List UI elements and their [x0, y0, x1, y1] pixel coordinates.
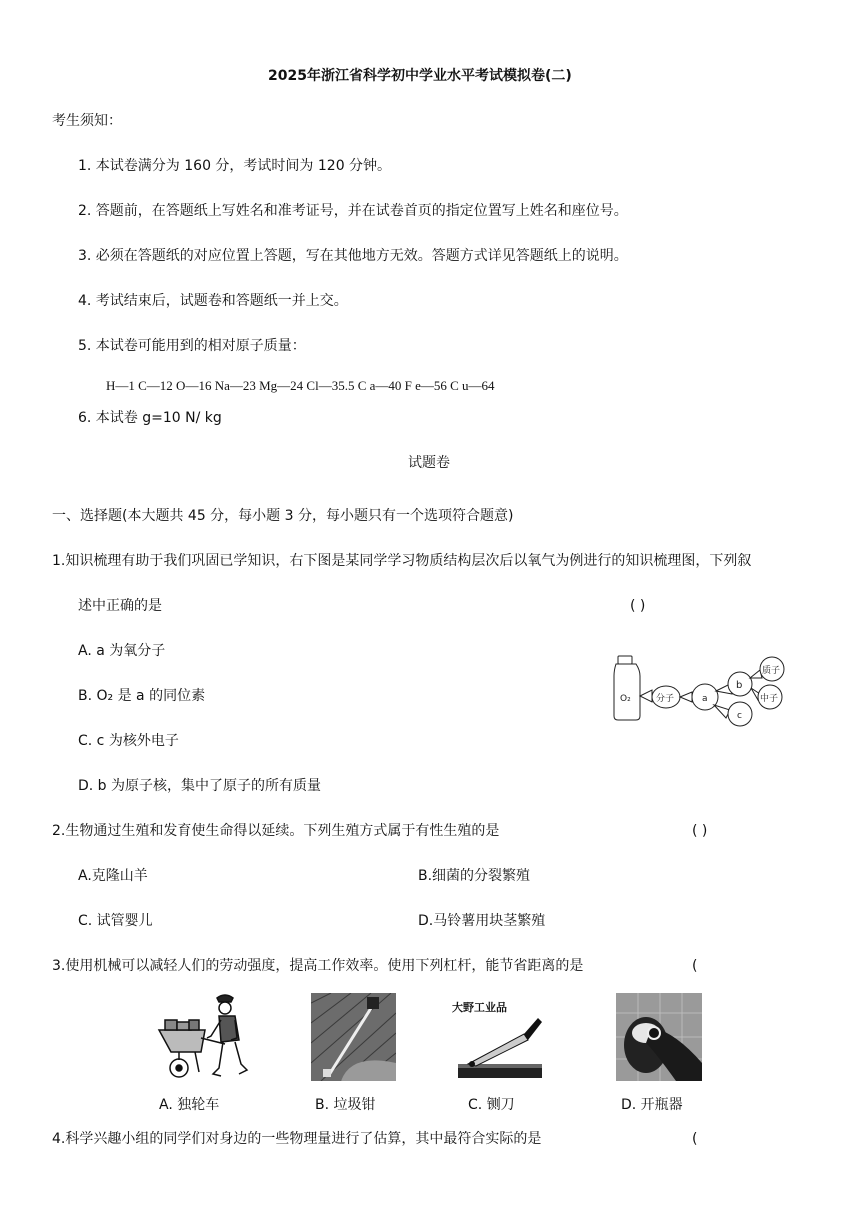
q1-option-c: C. c 为核外电子: [78, 733, 179, 749]
neutron-label: 中子: [760, 694, 779, 704]
notice-heading: 考生须知：: [52, 113, 122, 129]
q2-option-c: C. 试管婴儿: [78, 913, 153, 929]
q1-stem-line2: 述中正确的是: [78, 598, 162, 614]
q4-stem: 4.科学兴趣小组的同学们对身边的一些物理量进行了估算，其中最符合实际的是: [52, 1131, 542, 1147]
c-label: c: [737, 711, 742, 721]
garbage-picker-image: [311, 993, 396, 1081]
page-title: 2025年浙江省科学初中学业水平考试模拟卷(二): [268, 68, 572, 84]
b-label: b: [736, 680, 743, 691]
q1-stem-line1: 1.知识梳理有助于我们巩固已学知识，右下图是某同学学习物质结构层次后以氧气为例进行的知识梳理图，下列叙: [52, 553, 752, 569]
molecule-label: 分子: [656, 694, 675, 704]
q2-option-d: D.马铃薯用块茎繁殖: [418, 913, 546, 929]
caption-guillotine: C. 铡刀: [468, 1097, 515, 1113]
bottle-opener-image: [616, 993, 702, 1081]
oxygen-structure-diagram: [606, 654, 790, 730]
notice-4: 4. 考试结束后，试题卷和答题纸一并上交。: [78, 293, 348, 309]
q2-option-a: A.克隆山羊: [78, 868, 148, 884]
caption-wheelbarrow: A. 独轮车: [159, 1097, 220, 1113]
caption-bottle-opener: D. 开瓶器: [621, 1097, 683, 1113]
paper-label: 试题卷: [408, 455, 450, 471]
q1-option-b: B. O₂ 是 a 的同位素: [78, 688, 206, 704]
q2-answer-bracket: ( ): [692, 823, 708, 839]
a-label: a: [702, 694, 708, 704]
section-heading: 一、选择题(本大题共 45 分，每小题 3 分，每小题只有一个选项符合题意): [52, 508, 514, 524]
q4-answer-bracket: (: [692, 1131, 698, 1147]
q1-answer-bracket: ( ): [630, 598, 646, 614]
q1-option-d: D. b 为原子核，集中了原子的所有质量: [78, 778, 322, 794]
notice-6: 6. 本试卷 g=10 N/ kg: [78, 410, 222, 426]
q2-stem: 2.生物通过生殖和发育使生命得以延续。下列生殖方式属于有性生殖的是: [52, 823, 500, 839]
notice-2: 2. 答题前，在答题纸上写姓名和准考证号，并在试卷首页的指定位置写上姓名和座位号。: [78, 203, 628, 219]
wheelbarrow-image: [155, 990, 257, 1082]
jar-label: O₂: [620, 694, 631, 704]
notice-5: 5. 本试卷可能用到的相对原子质量：: [78, 338, 306, 354]
q3-stem: 3.使用机械可以减轻人们的劳动强度，提高工作效率。使用下列杠杆，能节省距离的是: [52, 958, 584, 974]
cutter-brand: 大野工业品: [452, 1001, 507, 1014]
q1-option-a: A. a 为氧分子: [78, 643, 166, 659]
q3-answer-bracket: (: [692, 958, 698, 974]
guillotine-cutter-image: [454, 1014, 546, 1082]
caption-garbage-picker: B. 垃圾钳: [315, 1097, 376, 1113]
notice-1: 1. 本试卷满分为 160 分，考试时间为 120 分钟。: [78, 158, 392, 174]
notice-3: 3. 必须在答题纸的对应位置上答题，写在其他地方无效。答题方式详见答题纸上的说明。: [78, 248, 628, 264]
atomic-masses: H—1 C—12 O—16 Na—23 Mg—24 Cl—35.5 C a—40 F e—56 C u—64: [106, 378, 495, 393]
proton-label: 质子: [762, 666, 781, 676]
q2-option-b: B.细菌的分裂繁殖: [418, 868, 531, 884]
